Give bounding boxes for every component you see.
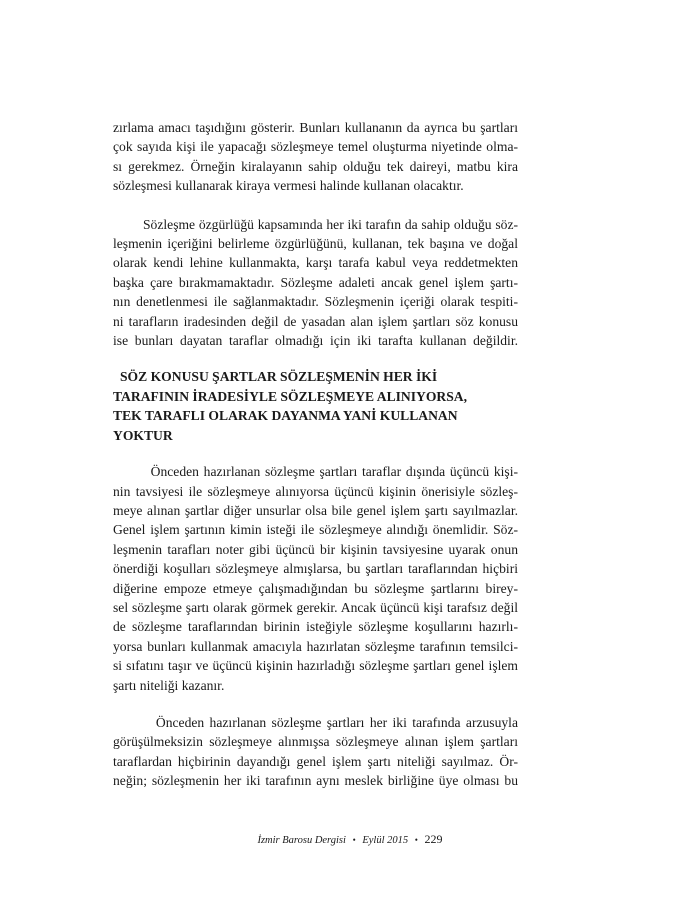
paragraph-1 xyxy=(113,118,518,196)
text-line: si sıfatını taşır ve üçüncü kişinin hazırladığı sözleşme şartları genel işlem xyxy=(113,658,518,674)
page-content xyxy=(113,118,518,791)
text-line: Genel işlem şartının kimin isteği ile sözleşmeye alındığı önemlidir. Söz- xyxy=(113,522,518,538)
heading-line: YOKTUR xyxy=(113,427,173,443)
text-line: neğin; sözleşmenin her iki tarafının aynı meslek birliğine üye olması bu xyxy=(113,773,518,789)
page-number: 229 xyxy=(424,832,443,846)
heading-line: SÖZ KONUSU ŞARTLAR SÖZLEŞMENİN HER İKİ xyxy=(120,369,438,385)
text-line: görüşülmeksizin sözleşmeye alınmışsa sözleşmeye alınan işlem şartları xyxy=(113,734,518,750)
text-line: meye alınan şartlar diğer unsurlar olsa bile genel işlem şartı sayılmazlar. xyxy=(113,502,518,518)
text-line: Sözleşme özgürlüğü kapsamında her iki tarafın da sahip olduğu söz- xyxy=(113,216,518,232)
text-line: şartı niteliği kazanır. xyxy=(113,677,225,693)
journal-name: İzmir Barosu Dergisi xyxy=(257,835,346,846)
text-line: leşmenin tarafları noter gibi üçüncü bir kişinin tavsiyesine uyarak onun xyxy=(113,541,518,557)
footer-separator: • xyxy=(352,835,356,845)
text-line: çok sayıda kişi ile yapacağı sözleşmeye temel oluşturma niyetinde olma- xyxy=(113,139,518,155)
text-line: nın denetlenmesi ile sağlanmaktadır. Sözleşmenin içeriği olarak tespiti- xyxy=(113,294,518,310)
text-line: nin tavsiyesi ile sözleşmeye alınıyorsa üçüncü kişinin önerisiyle sözleş- xyxy=(113,483,518,499)
issue-date: Eylül 2015 xyxy=(362,835,409,846)
text-line: taraflardan hiçbirinin dayandığı genel işlem şartı niteliği sayılmaz. Ör- xyxy=(113,753,518,769)
paragraph-2 xyxy=(113,215,518,351)
text-line: sözleşmesi kullanarak kiraya vermesi halinde kullanan olacaktır. xyxy=(113,178,464,194)
text-line: yorsa bunları kullanmak amacıyla hazırlatan sözleşme tarafının temsilci- xyxy=(113,638,518,654)
paragraph-3 xyxy=(113,462,518,695)
text-line: diğerine empoze etmeye çalışmadığından bu sözleşme şartlarını birey- xyxy=(113,580,518,596)
text-line: sı gerekmez. Örneğin kiralayanın sahip olduğu tek daireyi, matbu kira xyxy=(113,158,518,174)
text-line: önerdiği koşulları sözleşmeye almışlarsa, bu şartları taraflarından hiçbiri xyxy=(113,561,518,577)
text-line: olarak kendi lehine kullanmakta, karşı tarafa kabul veya reddetmekten xyxy=(113,255,518,271)
heading-line: TEK TARAFLI OLARAK DAYANMA YANİ KULLANAN xyxy=(113,408,458,424)
text-line: zırlama amacı taşıdığını gösterir. Bunları kullananın da ayrıca bu şartları xyxy=(113,120,518,135)
text-line: sel sözleşme şartı olarak görmek gerekir. Ancak üçüncü kişi tarafsız değil xyxy=(113,599,518,615)
section-heading xyxy=(113,367,518,445)
footer-separator: • xyxy=(414,835,418,845)
page-footer xyxy=(0,832,700,847)
text-line: ni tarafların iradesinden değil de yasadan alan işlem şartları söz konusu xyxy=(113,313,518,329)
heading-line: TARAFININ İRADESİYLE SÖZLEŞMEYE ALINIYORSA, xyxy=(113,388,468,404)
text-line: ise bunları dayatan taraflar olmadığı için iki tarafta kullanan değildir. xyxy=(113,333,518,349)
text-line: Önceden hazırlanan sözleşme şartları taraflar dışında üçüncü kişi- xyxy=(113,464,518,480)
text-line: de sözleşme taraflarından birinin isteğiyle sözleşme koşullarını hazırlı- xyxy=(113,619,518,635)
text-line: leşmenin içeriğini belirleme özgürlüğünü, kullanan, tek başına ve doğal xyxy=(113,236,518,252)
paragraph-4 xyxy=(113,713,518,791)
text-line: başka çare bırakmamaktadır. Sözleşme adaleti ancak genel işlem şartı- xyxy=(113,274,518,290)
text-line: Önceden hazırlanan sözleşme şartları her iki tarafında arzusuyla xyxy=(113,714,518,730)
